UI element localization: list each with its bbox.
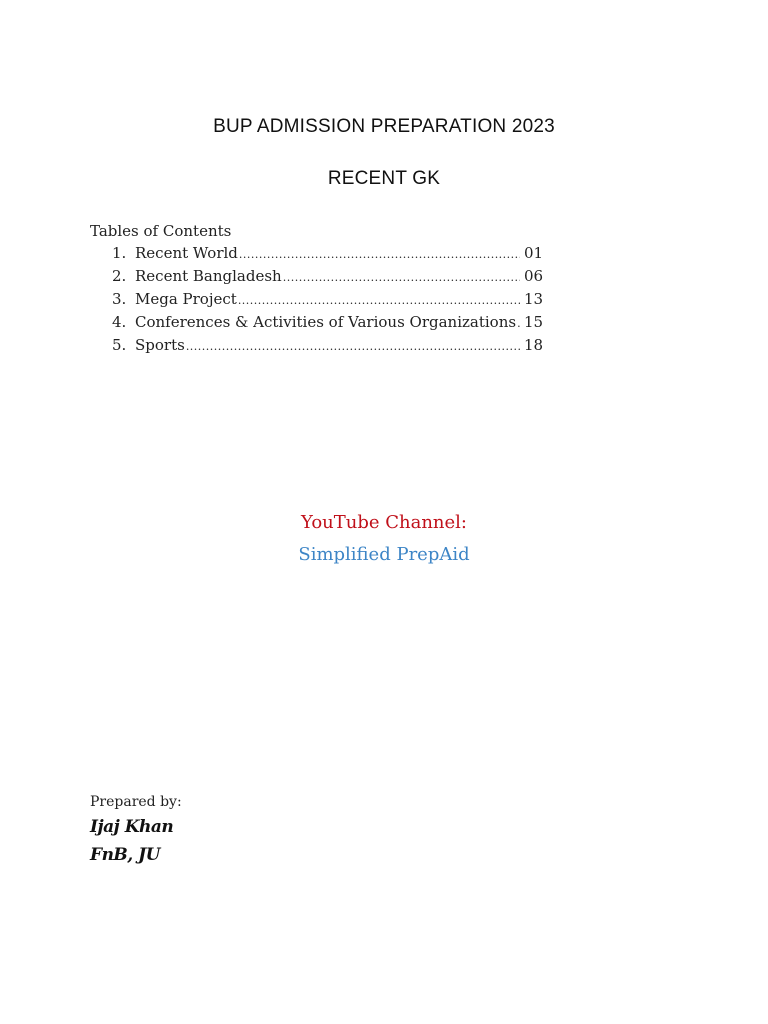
toc-item-number: 4. [112,313,127,331]
toc-item-page: 15 [524,313,544,331]
toc-leader-dots [517,312,520,335]
toc-heading: Tables of Contents [90,222,232,240]
toc-leader-dots [238,289,520,312]
toc-item-page: 18 [524,336,544,354]
toc-item-recent-bangladesh [90,265,542,288]
toc-item-label: Recent Bangladesh [135,267,282,285]
document-subtitle: RECENT GK [327,168,441,189]
toc-item-recent-world [90,242,542,265]
toc-item-mega-project [90,288,542,311]
toc-item-label: Mega Project [135,290,237,308]
toc-item-page: 01 [524,244,544,262]
toc-item-page: 13 [524,290,544,308]
toc-item-number: 2. [112,267,127,285]
toc-leader-dots [283,266,520,289]
youtube-channel-label: YouTube Channel: [301,512,467,533]
author-name: Ijaj Khan [90,817,174,837]
youtube-channel-link[interactable]: Simplified PrepAid [298,544,470,565]
table-of-contents [90,220,550,357]
document-title: BUP ADMISSION PREPARATION 2023 [213,116,555,137]
toc-item-number: 5. [112,336,127,354]
prepared-by-label: Prepared by: [90,794,182,810]
toc-leader-dots [186,335,520,358]
toc-leader-dots [239,243,520,266]
toc-item-conferences [90,311,542,334]
toc-item-label: Conferences & Activities of Various Organizations [135,313,517,331]
author-department: FnB, JU [90,845,161,865]
toc-item-page: 06 [524,267,544,285]
toc-item-number: 1. [112,244,127,262]
toc-item-label: Sports [135,336,185,354]
toc-item-sports [90,334,542,357]
toc-list [90,242,550,357]
toc-item-label: Recent World [135,244,238,262]
toc-item-number: 3. [112,290,127,308]
